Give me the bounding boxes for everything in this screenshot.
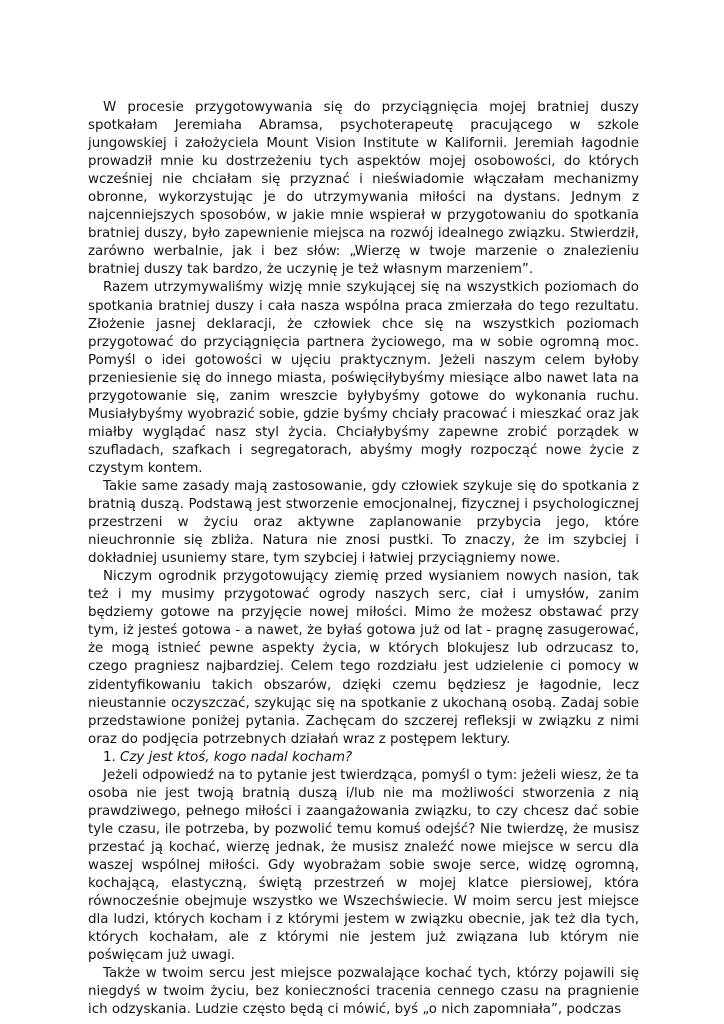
paragraph-6: Także w twoim sercu jest miejsce pozwalające kochać tych, którzy pojawili się niegdyś w twoim życiu, bez konieczności tracenia cennego czasu na pragnienie ich odzyskania. Ludzie często będą ci mówić, byś „o nich zapomniała”, podczas — [88, 966, 639, 1018]
question-line — [88, 749, 639, 767]
paragraph-1: W procesie przygotowywania się do przyciągnięcia mojej bratniej duszy spotkałam Jeremiaha Abramsa, psychoterapeutę pracującego w szkole jungowskiej i założyciela Mount Vision Institute w Kalifornii. Jeremiah łagodnie prowadził mnie ku dostrzeżeniu tych aspektów mojej osobowości, do których wcześniej nie chciałam się przyznać i nieświadomie włączałam mechanizmy obronne, wykorzystując je do utrzymywania miłości na dystans. Jednym z najcenniejszych sposobów, w jakie mnie wspierał w przygotowaniu do spotkania bratniej duszy, było zapewnienie miejsca na rozwój idealnego związku. Stwierdził, zarówno werbalnie, jak i bez słów: „Wierzę w twoje marzenie o znalezieniu bratniej duszy tak bardzo, że uczynię je też własnym marzeniem”. — [88, 100, 639, 278]
question-number: 1. — [103, 749, 116, 765]
paragraph-3: Takie same zasady mają zastosowanie, gdy człowiek szykuje się do spotkania z bratnią duszą. Podstawą jest stworzenie emocjonalnej, fizycznej i psychologicznej przestrzeni w życiu oraz aktywne zaplanowanie przybycia jego, które nieuchronnie się zbliża. Natura nie znosi pustki. To znaczy, że im szybciej i dokładniej usuniemy stare, tym szybciej i łatwiej przyciągniemy nowe. — [88, 478, 639, 567]
paragraph-5: Jeżeli odpowiedź na to pytanie jest twierdząca, pomyśl o tym: jeżeli wiesz, że ta osoba nie jest twoją bratnią duszą i/lub nie ma możliwości stworzenia z nią prawdziwego, pełnego miłości i zaangażowania związku, to czy chcesz dać sobie tyle czasu, ile potrzeba, by pozwolić temu komuś odejść? Nie twierdzę, że musisz przestać ją kochać, wierzę jednak, że musisz znaleźć nowe miejsce w sercu dla waszej wspólnej miłości. Gdy wyobrażam sobie swoje serce, widzę ogromną, kochającą, elastyczną, świętą przestrzeń w mojej klatce piersiowej, która równocześnie obejmuje wszystko we Wszechświecie. W moim sercu jest miejsce dla ludzi, których kocham i z którymi jestem w związku obecnie, jak też dla tych, których kochałam, ale z którymi nie jestem już związana lub którym nie poświęcam już uwagi. — [88, 767, 639, 964]
paragraph-4: Niczym ogrodnik przygotowujący ziemię przed wysianiem nowych nasion, tak też i my musimy przygotować ogrody naszych serc, ciał i umysłów, zanim będziemy gotowe na przyjęcie nowej miłości. Mimo że możesz obstawać przy tym, iż jesteś gotowa - a nawet, że byłaś gotowa już od lat - pragnę zasugerować, że mogą istnieć pewne aspekty życia, w których blokujesz lub odrzucasz to, czego pragniesz najbardziej. Celem tego rozdziału jest udzielenie ci pomocy w zidentyfikowaniu takich obszarów, dzięki czemu będziesz je łagodnie, lecz nieustannie oczyszczać, szykując się na spotkanie z ukochaną osobą. Zadaj sobie przedstawione poniżej pytania. Zachęcam do szczerej refleksji w związku z nimi oraz do podjęcia potrzebnych działań wraz z postępem lektury. — [88, 569, 639, 747]
paragraph-2: Razem utrzymywaliśmy wizję mnie szykującej się na wszystkich poziomach do spotkania bratniej duszy i cała nasza wspólna praca zmierzała do tego rezultatu. Złożenie jasnej deklaracji, że człowiek chce się na wszystkich poziomach przygotować do przyciągnięcia partnera życiowego, ma w sobie ogromną moc. Pomyśl o idei gotowości w ujęciu praktycznym. Jeżeli naszym celem byłoby przeniesienie się do innego miasta, poświęciłybyśmy miesiące albo nawet lata na przygotowanie się, zanim wreszcie byłybyśmy gotowe do wykonania ruchu. Musiałybyśmy wyobrazić sobie, gdzie byśmy chciały pracować i mieszkać oraz jak miałby wyglądać nasz styl życia. Chciałybyśmy zapewne zrobić porządek w szufladach, szafkach i segregatorach, abyśmy mogły rozpocząć nowe życie z czystym kontem. — [88, 280, 639, 476]
question-text: Czy jest ktoś, kogo nadal kocham? — [120, 749, 353, 765]
document-page — [88, 99, 639, 1019]
